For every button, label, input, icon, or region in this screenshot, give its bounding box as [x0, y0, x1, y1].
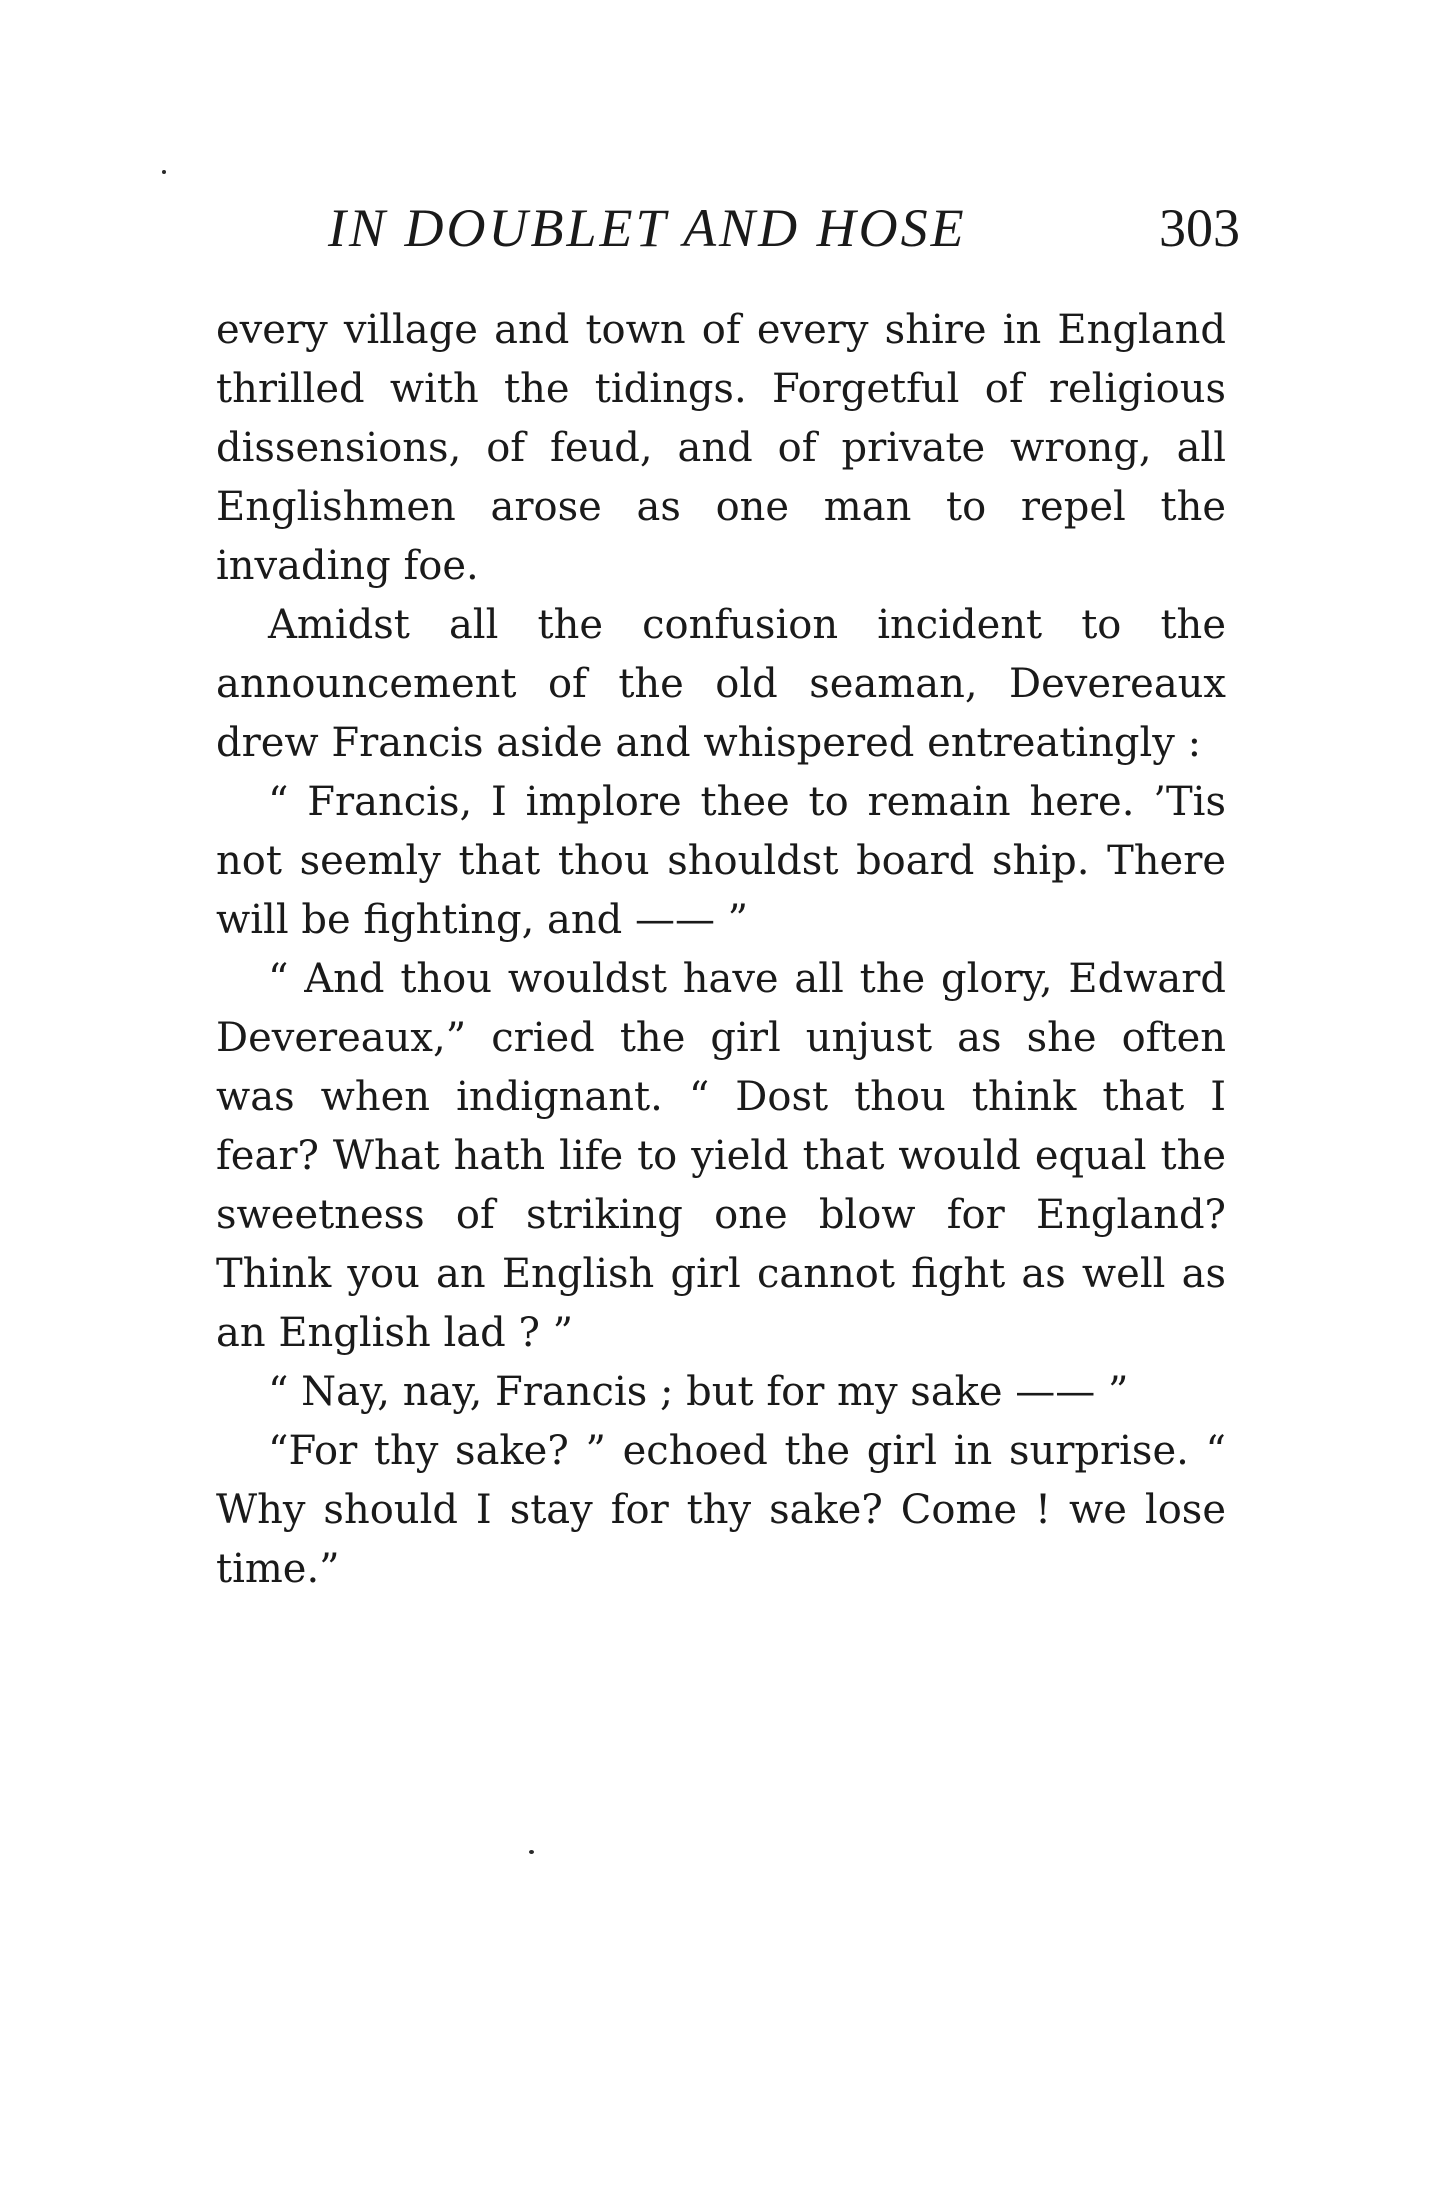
paragraph: every village and town of every shire in England thrilled with the tidings. Forgetful of religious dissensions, of feud, and of private wrong, all Englishmen arose as one man to repel the invading foe.: [216, 307, 1226, 589]
running-head: IN DOUBLET AND HOSE: [328, 198, 967, 258]
body-text: [216, 301, 1226, 1599]
paragraph: “For thy sake? ” echoed the girl in surprise. “ Why should I stay for thy sake? Come ! we lose time.”: [216, 1428, 1226, 1592]
paragraph: “ Francis, I implore thee to remain here. ’Tis not seemly that thou shouldst board ship. There will be fighting, and —— ”: [216, 779, 1226, 943]
ink-speck: [529, 1850, 534, 1854]
ink-speck: [162, 170, 166, 174]
paragraph: Amidst all the confusion incident to the announcement of the old seaman, Devereaux drew Francis aside and whispered entreatingly :: [216, 602, 1226, 766]
paragraph: “ Nay, nay, Francis ; but for my sake —— ”: [268, 1369, 1129, 1415]
paragraph: “ And thou wouldst have all the glory, Edward Devereaux,” cried the girl unjust as she often was when indignant. “ Dost thou think that I fear? What hath life to yield that would equal the sweetness of striking one blow for England? Think you an English girl cannot fight as well as an English lad ? ”: [216, 956, 1226, 1356]
page-header: [328, 198, 1240, 258]
page-number: 303: [1159, 198, 1240, 258]
